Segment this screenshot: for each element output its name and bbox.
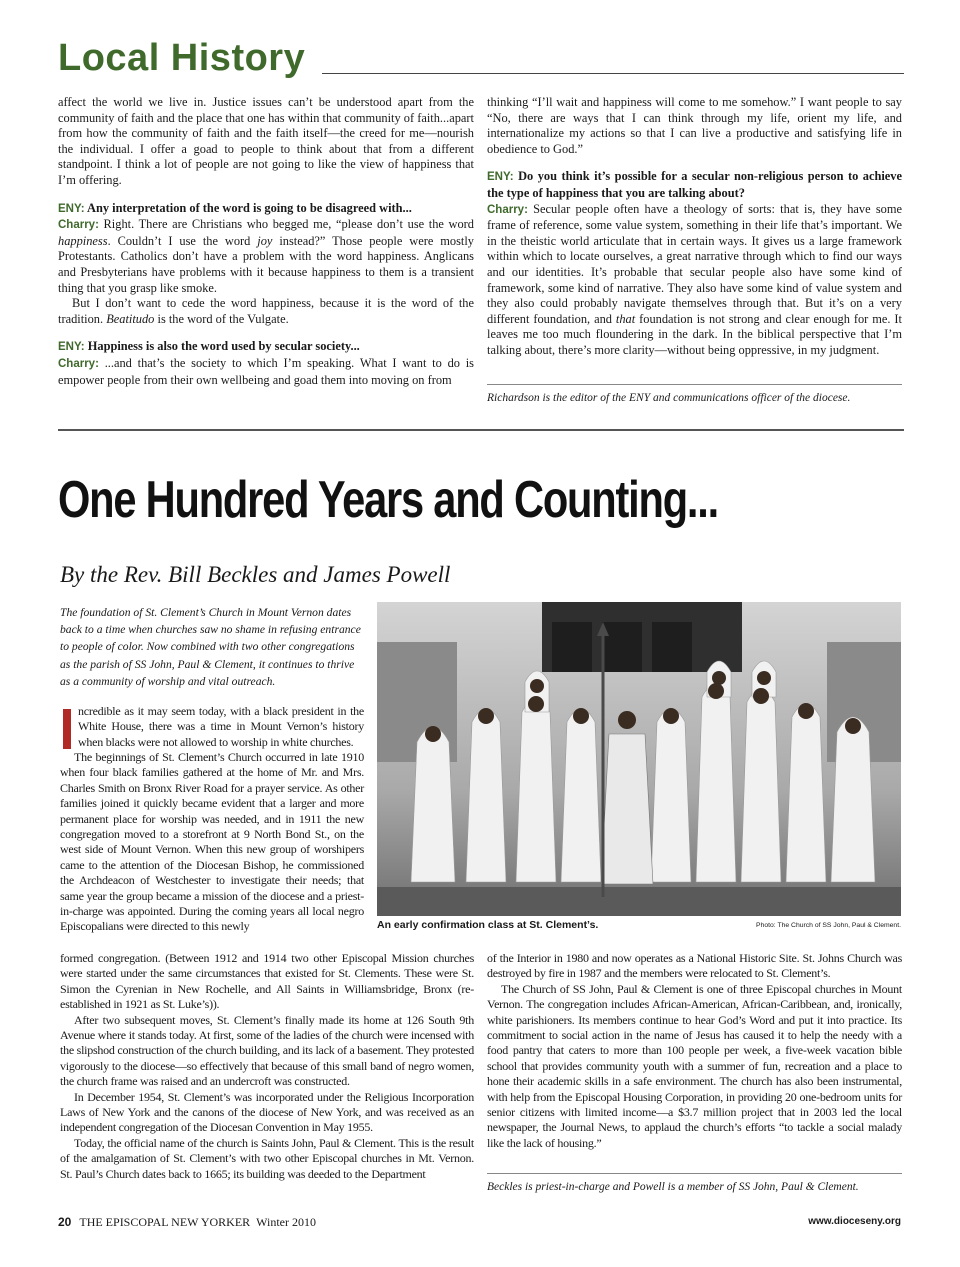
interview-answer: Charry: Secular people often have a theology of sorts: that is, they have some frame of reference, some value system, something in their life that’s important. We in the theistic world articulate that in certain ways. It gives us a large framework within which to locate ourselves, a great narrative through which to find our ways and our identities. It’s probable that secular people also have some kind of framework, some kind of narrative. They also have some kind of value system and they also could probably navigate themselves through that. But it’s on a very different foundation, and that foundation is not strong and clear enough for me. It leaves me too much floundering in the dark. In the biblical perspective that I’m talking about, there’s more clarity—without being oppressive, in my judgment. [487, 201, 902, 357]
answer-tag: Charry: [58, 219, 99, 232]
article-paragraph: Today, the official name of the church is Saints John, Paul & Clement. This is the result of the amalgamation of St. Clement’s with two other Episcopal churches in Mt. Vernon. St. Paul’s Church dates back to 1665; its building was deeded to the Department [60, 1135, 474, 1181]
article-paragraph: of the Interior in 1980 and now operates as a National Historic Site. St. Johns Church was destroyed by fire in 1987 and the members were relocated to St. Clement’s. [487, 951, 902, 981]
article-author-credit: Beckles is priest-in-charge and Powell is a member of SS John, Paul & Clement. [487, 1181, 859, 1193]
drop-cap-i [63, 709, 71, 749]
footer-url[interactable]: www.dioceseny.org [808, 1216, 901, 1227]
article-left-column [78, 704, 364, 750]
article-paragraph: The Church of SS John, Paul & Clement is one of three Episcopal churches in Mount Vernon. The congregation includes African-American, African-Caribbean, and, ironically, white parishioners. Its members continue to hear God’s Word and put it into practice. Its commitment to social action in the name of Jesus has caused it to help the needy with a food pantry that caters to more than 100 people per week, a five-week vacation bible school that provides community youth with a summer of fun, recreation and a place to hone their academic skills in a safe environment. The church has also been instrumental, with help from the Episcopal Housing Corporation, in providing 20 one-bedroom units for senior citizens with limited income—a $3.7 million project that in 2003 led the local newspaper, the Journal News, to applaud the church’s efforts “to tackle a social malady like the lack of housing.” [487, 981, 902, 1150]
photo-caption: An early confirmation class at St. Clement’s. [377, 919, 599, 931]
interview-paragraph: affect the world we live in. Justice issues can’t be understood apart from the community of faith and the place that one has within that community of faith...apart from how the community of faith and the faith itself—the creed for me—nourish the individual. I offer a goad to people to think about that from a different standpoint. I think a lot of people are not going to like the view of happiness that I’m offering. [58, 95, 474, 187]
page-number: 20 [58, 1215, 72, 1229]
interview-question: ENY: Do you think it’s possible for a secular non-religious person to achieve the type of happiness that you are talking about? [487, 169, 902, 200]
interview-right-column [487, 95, 902, 359]
article-paragraph: In December 1954, St. Clement’s was incorporated under the Religious Incorporation Laws of New York and the canons of the diocese of New York, and was received as an independent congregation of the Diocesan Convention in May 1955. [60, 1089, 474, 1135]
interview-answer: Charry: Right. There are Christians who begged me, “please don’t use the word happiness. Couldn’t I use the word joy instead?” Those people were mostly Protestants. Catholics don’t have a problem with the word happiness. Anglicans and Presbyterians have problems with it because happiness to them is a transient thing that you grasp like smoke. [58, 217, 474, 295]
photo-credit: Photo: The Church of SS John, Paul & Clement. [756, 922, 901, 929]
article-byline: By the Rev. Bill Beckles and James Powell [60, 562, 451, 587]
publication-name: THE EPISCOPAL NEW YORKER [79, 1215, 251, 1229]
article-paragraph: After two subsequent moves, St. Clement’s finally made its home at 126 South 9th Avenue where it stands today. At first, some of the ladies of the church were incensed with the slipshod construction of the church building, and its lack of a basement. They protested vigorously to the diocese—so effectively that because of this small band of negro women, the church frame was raised and an undercroft was constructed. [60, 1012, 475, 1089]
article-paragraph: formed congregation. (Between 1912 and 1914 two other Episcopal Mission churches were started under the same circumstances that existed for St. Clements. These were St. Simon the Cyrenian in New Rochelle, and All Saints in Williamsbridge, Bronx (re-established in 1921 as St. Luke’s)). [60, 951, 474, 1012]
section-divider [58, 429, 904, 431]
confirmation-class-photo [377, 602, 901, 916]
interview-answer: Charry: ...and that’s the society to which I’m speaking. What I want to do is empower people from their own wellbeing and goad them into moving on from [58, 355, 474, 387]
section-title: Local History [58, 37, 306, 79]
interview-paragraph: But I don’t want to cede the word happiness, because it is the word of the tradition. Beatitudo is the word of the Vulgate. [58, 296, 474, 326]
interview-paragraph: thinking “I’ll wait and happiness will come to me somehow.” I want people to say “No, there are ways that I can think through my life, orient my life, and internationalize my actions so that I can live a productive and satisfying life in obedience to God.” [487, 95, 902, 156]
interview-question: ENY: Happiness is also the word used by secular society... [58, 339, 360, 354]
answer-tag: Charry: [58, 357, 99, 370]
article-wide-column [60, 951, 474, 1182]
article-headline: One Hundred Years and Counting... [58, 471, 718, 529]
interview-credit-rule [487, 384, 902, 385]
question-tag: ENY: [58, 202, 85, 215]
issue-date: Winter 2010 [256, 1215, 316, 1229]
question-tag: ENY: [487, 171, 514, 184]
article-paragraph: The beginnings of St. Clement’s Church occurred in late 1910 when four black families gathered at the home of Mr. and Mrs. Charles Smith on Bronx River Road for a prayer service. As other families joined it quickly became evident that a larger and more permanent place for worship was needed, and in 1911 the new congregation moved to a storefront at 9 North Bond St., on the west side of Mount Vernon. When this new group of worshipers came to the attention of the Diocesan Bishop, he commissioned the Archdeacon of Westchester to investigate their needs; that same year the group became a mission of the diocese and a priest-in-charge was appointed. During the coming years all local negro Episcopalians were directed to this newly [60, 750, 364, 934]
interview-author-credit: Richardson is the editor of the ENY and communications officer of the diocese. [487, 392, 851, 404]
article-deck: The foundation of St. Clement’s Church in Mount Vernon dates back to a time when churches saw no shame in refusing entrance to people of color. Now combined with two other congregations as the parish of SS John, Paul & Clement, it continues to thrive as a community of worship and vital outreach. [60, 606, 361, 688]
article-credit-rule [487, 1173, 902, 1174]
section-title-rule [322, 73, 904, 74]
article-right-column [487, 951, 902, 1151]
article-left-column-continued [60, 750, 364, 935]
interview-left-column [58, 95, 474, 388]
question-tag: ENY: [58, 341, 85, 354]
answer-tag: Charry: [487, 203, 528, 216]
footer-publication-line [58, 1215, 316, 1230]
article-paragraph: ncredible as it may seem today, with a black president in the White House, there was a time in Mount Vernon’s history when blacks were not allowed to worship in white churches. [78, 704, 364, 749]
interview-question: ENY: Any interpretation of the word is going to be disagreed with... [58, 200, 412, 215]
confirmation-class-photo-illustration [377, 602, 901, 916]
